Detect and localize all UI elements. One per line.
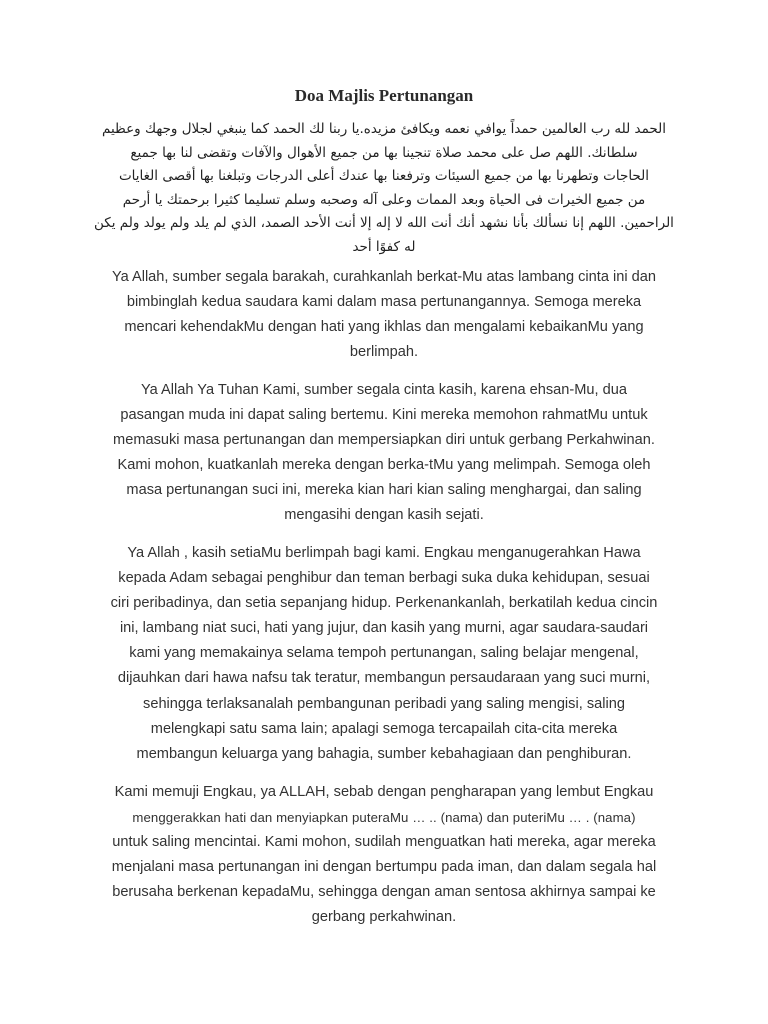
text-line: gerbang perkahwinan. [311,909,457,926]
text-line: kami yang memakainya selama tempoh pertunangan, saling belajar mengenal, [129,645,639,662]
arabic-line: سلطانك. اللهم صل على محمد صلاة تنجينا بها من جميع الأهوال والآفات وتقضى لنا بها جميع [130,144,638,161]
arabic-line: الراحمين. اللهم إنا نسألك بأنا نشهد أنك أنت الله لا إله إلا أنت الأحد الصمد، الذي لم يلد ولم يولد ولم يكن [94,215,674,232]
paragraph-2 [88,378,680,529]
paragraph-4 [88,780,680,931]
text-line: Kami memuji Engkau, ya ALLAH, sebab dengan pengharapan yang lembut Engkau [114,784,654,800]
text-line: Ya Allah , kasih setiaMu berlimpah bagi kami. Engkau menganugerahkan Hawa [127,545,641,561]
arabic-line: له كفوًا أحد [352,238,416,255]
text-line: menjalani masa pertunangan ini dengan bertumpu pada iman, dan dalam segala hal [111,859,657,876]
text-line: Ya Allah Ya Tuhan Kami, sumber segala cinta kasih, karena ehsan-Mu, dua [141,382,627,398]
document-title: Doa Majlis Pertunangan [294,86,474,105]
arabic-line: الحاجات وتطهرنا بها من جميع السيئات وترفعنا بها عندك أعلى الدرجات وتبلغنا بها أقصى الغايات [118,168,650,185]
text-line: ciri peribadinya, dan setia sepanjang hidup. Perkenankanlah, berkatilah kedua cincin [110,595,658,612]
text-line: mengasihi dengan kasih sejati. [284,507,484,524]
text-line: memasuki masa pertunangan dan mempersiapkan diri untuk gerbang Perkahwinan. [113,432,655,449]
arabic-prayer [90,118,678,260]
text-line: pasangan muda ini dapat saling bertemu. Kini mereka memohon rahmatMu untuk [120,407,648,424]
text-line: ini, lambang niat suci, hati yang jujur, dan kasih yang murni, agar saudara-saudari [119,620,649,637]
text-line: sehingga terlaksanalah pembangunan peribadi yang saling mengisi, saling [143,695,625,712]
text-line: berlimpah. [349,344,419,361]
arabic-line: الحمد لله رب العالمين حمداً يوافي نعمه ويكافئ مزيده.يا ربنا لك الحمد كما ينبغي لجلال وجهك وعظيم [101,121,667,137]
paragraph-1 [88,265,680,365]
text-line: bimbinglah kedua saudara kami dalam masa pertunangannya. Semoga mereka [126,294,642,311]
text-line: mencari kehendakMu dengan hati yang ikhlas dan mengalami kebaikanMu yang [124,319,644,336]
text-line: masa pertunangan suci ini, mereka kian hari kian saling menghargai, dan saling [126,482,642,499]
arabic-line: من جميع الخيرات فى الحياة وبعد الممات وعلى آله وصحبه وسلم تسليما كثيرا برحمتك يا أرحم [122,191,646,208]
paragraph-3 [88,541,680,767]
text-line: Kami mohon, kuatkanlah mereka dengan berka-tMu yang melimpah. Semoga oleh [117,457,651,474]
text-line: kepada Adam sebagai penghibur dan teman berbagi suka duka kehidupan, sesuai [118,570,650,587]
text-line: melengkapi satu sama lain; apalagi semoga tercapailah cita-cita mereka [150,720,618,737]
text-line: berusaha berkenan kepadaMu, sehingga dengan aman sentosa akhirnya sampai ke [112,884,656,901]
text-line: Ya Allah, sumber segala barakah, curahkanlah berkat-Mu atas lambang cinta ini dan [111,269,657,285]
text-line: membangun keluarga yang bahagia, sumber kebahagiaan dan penghiburan. [136,745,632,762]
text-line: dijauhkan dari hawa nafsu tak teratur, membangun persaudaraan yang suci murni, [117,670,651,687]
text-line: menggerakkan hati dan menyiapkan puteraMu … .. (nama) dan puteriMu … . (nama) [132,810,636,826]
text-line: untuk saling mencintai. Kami mohon, sudilah menguatkan hati mereka, agar mereka [112,834,656,851]
